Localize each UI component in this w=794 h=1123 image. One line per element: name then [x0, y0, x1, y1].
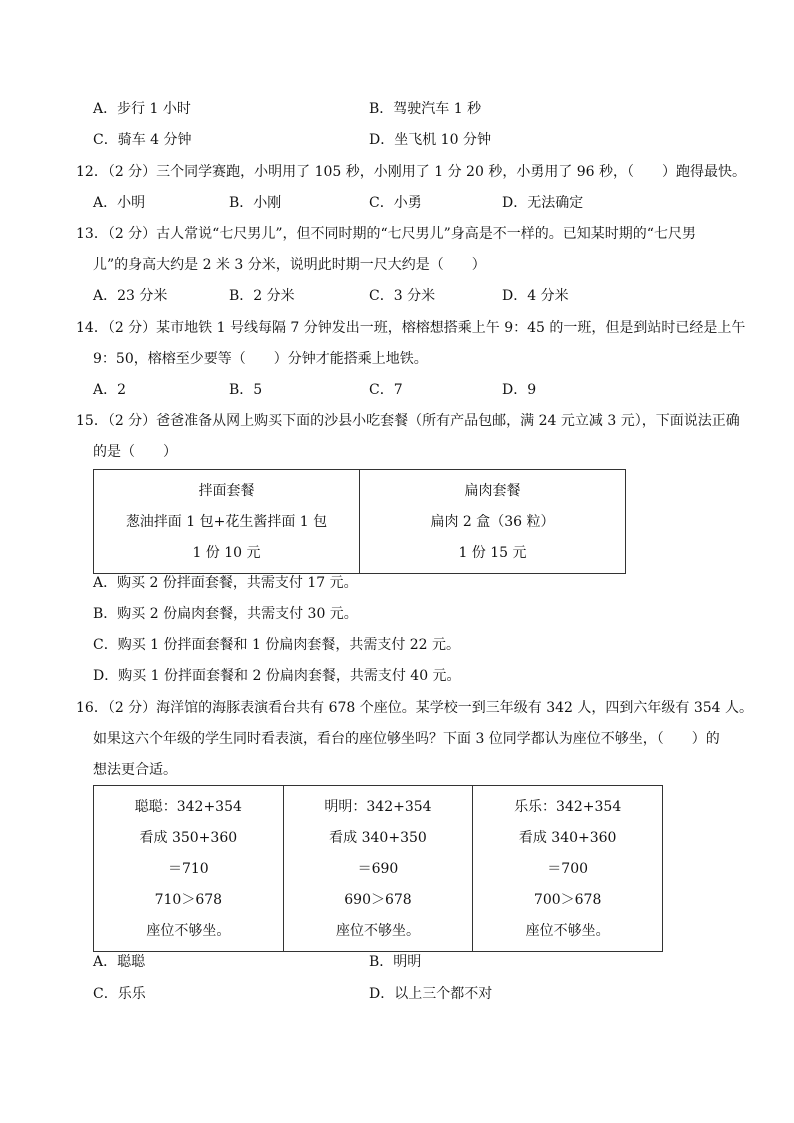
q14-option-c: C．7 [369, 382, 403, 398]
q15-option-c: C．购买 1 份拌面套餐和 1 份扁肉套餐，共需支付 22 元。 [93, 637, 461, 653]
q12-option-c: C．小勇 [369, 195, 422, 211]
q16-method-line: ＝700 [547, 861, 589, 877]
q12-stem: 12．（2 分）三个同学赛跑，小明用了 105 秒，小刚用了 1 分 20 秒，小勇用了 96 秒，（ ）跑得最快。 [76, 164, 747, 180]
q16-method-line: 710＞678 [154, 892, 223, 908]
q11-option-c: C．骑车 4 分钟 [93, 132, 192, 148]
q15-package-content: 葱油拌面 1 包+花生酱拌面 1 包 [125, 514, 328, 530]
q16-stem-line3: 想法更合适。 [93, 762, 177, 778]
q16-option-b: B．明明 [369, 954, 422, 970]
q16-method-line: 聪聪：342+354 [134, 799, 242, 815]
q13-stem-line1: 13．（2 分）古人常说“七尺男儿”，但不同时期的“七尺男儿”身高是不一样的。已知某时期的“七尺男 [76, 226, 696, 242]
q16-method-line: 看成 340+360 [518, 830, 617, 846]
q16-method-cell [94, 786, 284, 952]
q16-method-line: 明明：342+354 [324, 799, 432, 815]
q16-method-line: 690＞678 [344, 892, 412, 908]
q16-methods-table [93, 785, 663, 952]
q16-option-d: D．以上三个都不对 [369, 986, 493, 1002]
q15-package-title: 扁肉套餐 [464, 483, 521, 499]
q15-option-d: D．购买 1 份拌面套餐和 2 份扁肉套餐，共需支付 40 元。 [93, 668, 461, 684]
q15-stem-line2: 的是（ ） [93, 444, 177, 460]
q15-stem-line1: 15．（2 分）爸爸准备从网上购买下面的沙县小吃套餐（所有产品包邮，满 24 元立减 3 元），下面说法正确 [76, 413, 740, 429]
q16-method-cell [473, 786, 663, 952]
q16-method-line: 看成 340+350 [329, 830, 427, 846]
q14-stem-line2: 9：50，榕榕至少要等（ ）分钟才能搭乘上地铁。 [93, 351, 428, 367]
q15-package-content: 扁肉 2 盒（36 粒） [430, 514, 555, 530]
q16-method-line: 座位不够坐。 [335, 923, 420, 939]
q13-option-a: A．23 分米 [93, 288, 168, 304]
q16-method-line: 乐乐：342+354 [514, 799, 622, 815]
q13-stem-line2: 儿”的身高大约是 2 米 3 分米，说明此时期一尺大约是（ ） [93, 257, 486, 273]
q15-package-table [93, 469, 626, 574]
q13-option-b: B．2 分米 [229, 288, 295, 304]
q13-option-c: C．3 分米 [369, 288, 436, 304]
q16-stem-line2: 如果这六个年级的学生同时看表演，看台的座位够坐吗？下面 3 位同学都认为座位不够坐，（ ）的 [93, 731, 720, 747]
q16-method-line: 看成 350+360 [139, 830, 238, 846]
q12-option-a: A．小明 [93, 195, 146, 211]
q15-package-price: 1 份 15 元 [458, 545, 527, 561]
q16-method-cell [283, 786, 473, 952]
q16-method-line: 座位不够坐。 [525, 923, 610, 939]
q16-option-c: C．乐乐 [93, 986, 146, 1002]
q11-option-d: D．坐飞机 10 分钟 [369, 132, 491, 148]
q14-option-a: A．2 [93, 382, 127, 398]
q14-option-b: B．5 [229, 382, 263, 398]
q15-option-a: A．购买 2 份拌面套餐，共需支付 17 元。 [93, 575, 358, 591]
q16-method-line: ＝690 [357, 861, 399, 877]
q15-package-title: 拌面套餐 [198, 483, 255, 499]
q11-option-a: A．步行 1 小时 [93, 101, 191, 117]
q11-option-b: B．驾驶汽车 1 秒 [369, 101, 482, 117]
q15-package-price: 1 份 10 元 [192, 545, 261, 561]
q16-stem-line1: 16．（2 分）海洋馆的海豚表演看台共有 678 个座位。某学校一到三年级有 342 人，四到六年级有 354 人。 [76, 700, 754, 716]
q16-method-line: 座位不够坐。 [146, 923, 231, 939]
q12-option-b: B．小刚 [229, 195, 282, 211]
q13-option-d: D．4 分米 [502, 288, 569, 304]
q15-option-b: B．购买 2 份扁肉套餐，共需支付 30 元。 [93, 606, 358, 622]
q15-package-cell [360, 470, 626, 574]
q14-stem-line1: 14．（2 分）某市地铁 1 号线每隔 7 分钟发出一班，榕榕想搭乘上午 9：45 的一班，但是到站时已经是上午 [76, 320, 746, 336]
q12-option-d: D．无法确定 [502, 195, 584, 211]
q15-package-cell [94, 470, 360, 574]
q16-method-line: ＝710 [167, 861, 209, 877]
q16-method-line: 700＞678 [533, 892, 602, 908]
q14-option-d: D．9 [502, 382, 537, 398]
q16-option-a: A．聪聪 [93, 954, 146, 970]
